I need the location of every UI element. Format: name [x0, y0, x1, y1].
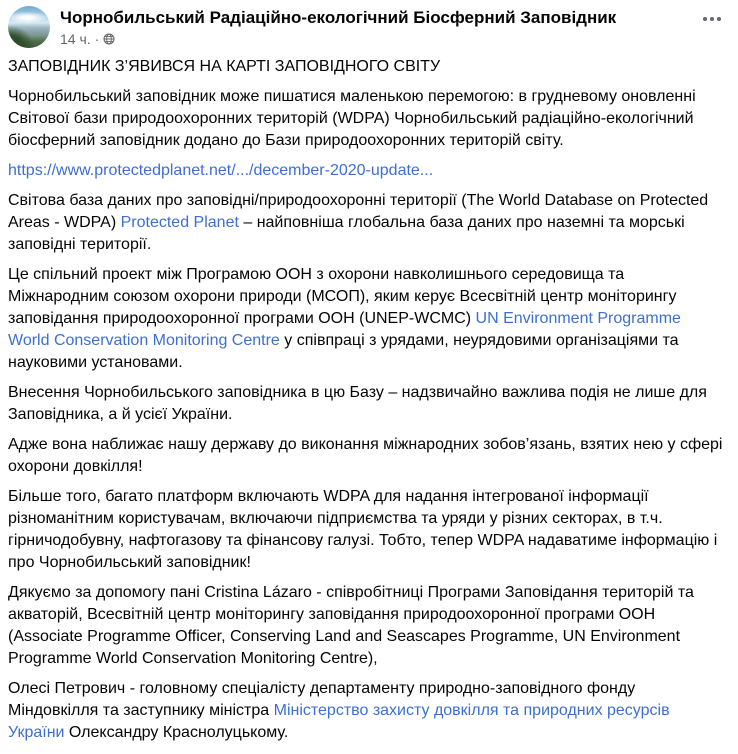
- post-timestamp[interactable]: 14 ч.: [60, 31, 91, 47]
- more-options-button[interactable]: [698, 8, 726, 30]
- post-paragraph: [8, 434, 726, 478]
- post-paragraph: [8, 86, 726, 152]
- post-paragraph: [8, 582, 726, 670]
- text-segment: у співпраці з урядами, неурядовими організаціями та науковими установами.: [8, 332, 679, 371]
- avatar-cloud-art: [11, 12, 47, 23]
- post-paragraph: [8, 56, 726, 78]
- text-segment: Олесі Петрович - головному спеціалісту департаменту природно-заповідного фонду Міндовкілля та заступнику міністра: [8, 680, 636, 719]
- page-name-link[interactable]: Чорнобильський Радіаційно-екологічний Біосферний Заповідник: [60, 8, 617, 27]
- post-paragraph: [8, 264, 726, 374]
- text-segment: Олександру Краснолуцькому.: [64, 724, 289, 741]
- post-header: [0, 0, 738, 50]
- post-paragraph: [8, 486, 726, 574]
- post-meta: [60, 30, 616, 48]
- dot-icon: [703, 17, 707, 21]
- text-segment: Внесення Чорнобильського заповідника в цю Базу – надзвичайно важлива подія не лише для Заповідника, а й усієї України.: [8, 384, 707, 423]
- text-segment: Це спільний проект між Програмою ООН з охорони навколишнього середовища та Міжнародним союзом охорони природи (МСОП), яким керує Всесвітній центр моніторингу заповідання природоохоронної програми ООН (UNEP-WCMC): [8, 266, 677, 327]
- dot-icon: [710, 17, 714, 21]
- text-segment: – найповніша глобальна база даних про наземні та морські заповідні території.: [8, 214, 685, 253]
- post-paragraph: [8, 190, 726, 256]
- header-text: [60, 6, 616, 48]
- text-segment: Адже вона наближає нашу державу до виконання міжнародних зобов’язань, взятих нею у сфері охорони довкілля!: [8, 436, 723, 475]
- dot-icon: [717, 17, 721, 21]
- text-segment: ЗАПОВІДНИК З’ЯВИВСЯ НА КАРТІ ЗАПОВІДНОГО СВІТУ: [8, 58, 441, 75]
- post-paragraph: [8, 160, 726, 182]
- meta-separator: ·: [94, 31, 100, 47]
- text-segment: Дякуємо за допомогу пані Cristina Lázaro - співробітниці Програми Заповідання територій та акваторій, Всесвітній центр моніторингу заповідання природоохоронної програми ООН (Associate Programme Officer, Conserving Land and Seascapes Programme, UN Environment Programme World Conservation Monitoring Centre),: [8, 584, 694, 667]
- inline-link[interactable]: Міністерство захисту довкілля та природних ресурсів України: [8, 702, 670, 741]
- text-segment: Світова база даних про заповідні/природоохоронні території (The World Database on Protected Areas - WDPA): [8, 192, 709, 231]
- post-body: [0, 50, 738, 754]
- avatar-grass-art: [8, 26, 34, 48]
- globe-privacy-icon: [103, 33, 115, 45]
- inline-link[interactable]: https://www.protectedplanet.net/.../december-2020-update...: [8, 162, 434, 179]
- post-paragraph: [8, 382, 726, 426]
- post-paragraph: [8, 678, 726, 744]
- text-segment: Більше того, багато платформ включають WDPA для надання інтегрованої інформації різноманітним користувачам, включаючи підприємства та уряди у різних секторах, в т.ч. гірничодобувну, нафтогазову та фінансову галузі. Тобто, тепер WDPA надаватиме інформацію і про Чорнобильський заповідник!: [8, 488, 718, 571]
- page-avatar[interactable]: [8, 6, 50, 48]
- text-segment: Чорнобильський заповідник може пишатися маленькою перемогою: в грудневому оновленні Світової бази природоохоронних територій (WDPA) Чорнобильський радіаційно-екологічний біосферний заповідник додано до Бази природоохоронних територій світу.: [8, 88, 696, 149]
- inline-link[interactable]: UN Environment Programme World Conservation Monitoring Centre: [8, 310, 681, 349]
- inline-link[interactable]: Protected Planet: [120, 214, 239, 231]
